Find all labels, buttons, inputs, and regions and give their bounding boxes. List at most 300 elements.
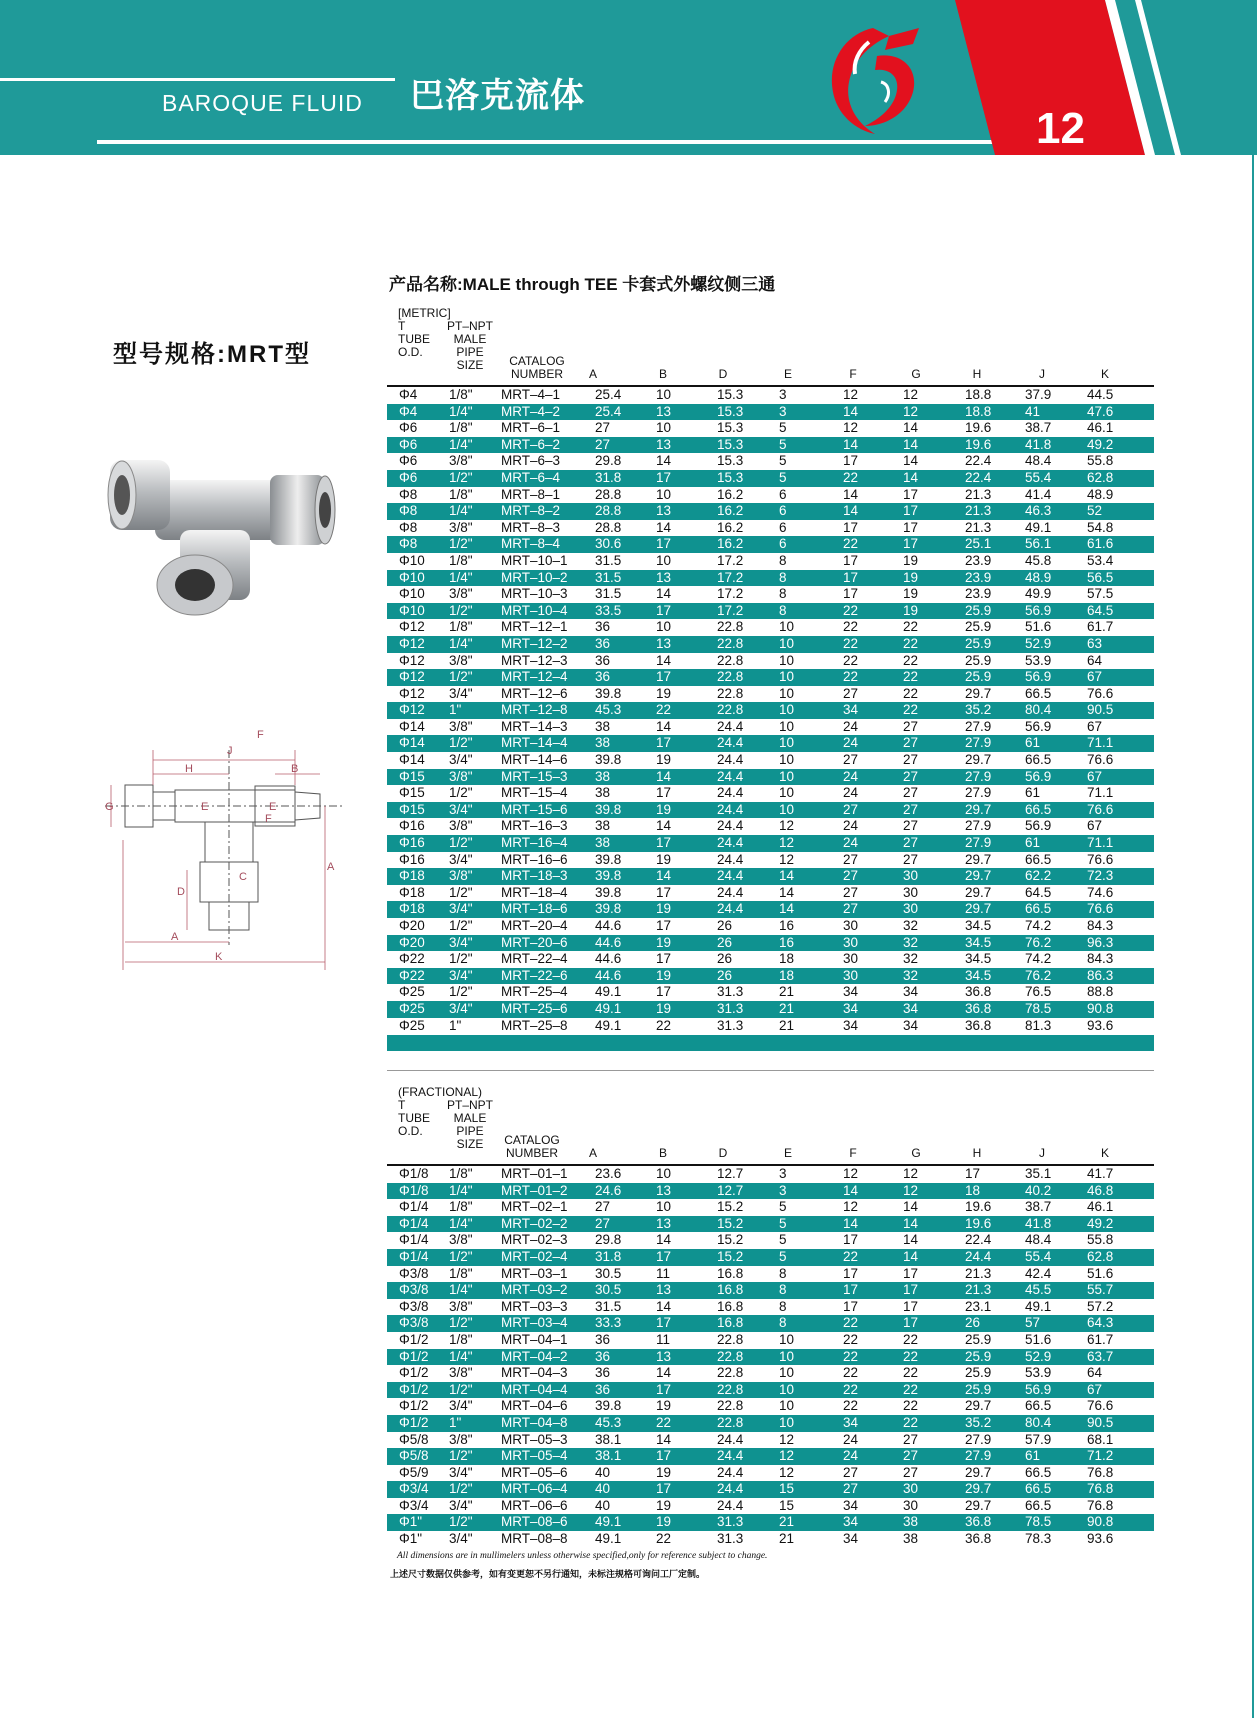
- cell-dim-d: 26: [717, 935, 779, 952]
- cell-dim-g: 14: [903, 420, 919, 436]
- fractional-table: [387, 1082, 1154, 1548]
- cell-dim-g: 27: [903, 835, 965, 852]
- cell-dim-g: 17: [903, 536, 965, 553]
- svg-text:H: H: [185, 763, 193, 775]
- cell-tube-od: Φ8: [399, 486, 418, 502]
- cell-dim-e: 8: [779, 586, 787, 602]
- cell-dim-d: 22.8: [717, 702, 779, 719]
- col-k-header: K: [1100, 1146, 1109, 1160]
- cell-dim-k: 76.6: [1087, 1398, 1114, 1414]
- table-row: [387, 935, 1154, 952]
- cell-dim-b: 14: [656, 818, 672, 834]
- cell-dim-e: 5: [779, 1232, 787, 1248]
- cell-pipe-size: 1/2": [449, 536, 501, 553]
- cell-tube-od: Φ5/8: [387, 1448, 449, 1465]
- cell-dim-h: 35.2: [965, 1415, 1025, 1432]
- cell-dim-k: 55.7: [1087, 1282, 1154, 1299]
- col-b-header: B: [658, 1146, 667, 1160]
- cell-dim-d: 15.2: [717, 1249, 779, 1266]
- cell-dim-a: 27: [595, 1199, 611, 1215]
- cell-dim-d: 24.4: [717, 785, 744, 801]
- cell-dim-b: 17: [656, 884, 672, 900]
- cell-dim-j: 66.5: [1025, 802, 1087, 819]
- cell-pipe-size: 1/2": [449, 785, 473, 801]
- cell-dim-j: 66.5: [1025, 851, 1052, 867]
- cell-dim-f: 17: [843, 453, 859, 469]
- cell-dim-k: 62.8: [1087, 470, 1154, 487]
- cell-catalog-number: MRT–04–2: [501, 1349, 595, 1366]
- cell-pipe-size: 3/4": [449, 752, 473, 768]
- cell-dim-d: 22.8: [717, 1398, 744, 1414]
- cell-pipe-size: 3/4": [449, 1001, 501, 1018]
- cell-dim-d: 24.4: [717, 769, 779, 786]
- metric-table: [387, 303, 1154, 1071]
- cell-catalog-number: MRT–20–4: [501, 918, 568, 933]
- cell-tube-od: Φ18: [399, 884, 425, 900]
- cell-dim-g: 12: [903, 1183, 965, 1200]
- cell-dim-b: 17: [656, 603, 717, 620]
- cell-tube-od: Φ3/4: [387, 1481, 449, 1498]
- cell-catalog-number: MRT–03–3: [501, 1298, 568, 1314]
- cell-pipe-size: 3/8": [449, 1365, 473, 1381]
- cell-dim-j: 35.1: [1025, 1166, 1052, 1181]
- cell-dim-f: 22: [843, 603, 903, 620]
- cell-catalog-number: MRT–8–3: [501, 519, 561, 535]
- cell-catalog-number: MRT–12–8: [501, 702, 595, 719]
- cell-dim-k: 90.8: [1087, 1514, 1154, 1531]
- cell-tube-od: Φ15: [399, 785, 425, 801]
- metric-header-stack: [398, 307, 451, 359]
- cell-dim-e: 5: [779, 437, 843, 454]
- cell-dim-e: 8: [779, 603, 843, 620]
- cell-dim-b: 19: [656, 851, 672, 867]
- col-size-label: SIZE: [456, 358, 484, 372]
- cell-dim-j: 66.5: [1025, 1481, 1087, 1498]
- cell-dim-j: 76.2: [1025, 968, 1087, 985]
- cell-dim-d: 22.8: [717, 619, 744, 635]
- cell-dim-k: 71.1: [1087, 785, 1114, 801]
- cell-dim-f: 22: [843, 636, 903, 653]
- cell-dim-e: 10: [779, 769, 843, 786]
- cell-dim-e: 12: [779, 1448, 843, 1465]
- cell-dim-g: 27: [903, 802, 965, 819]
- cell-dim-j: 53.9: [1025, 652, 1052, 668]
- cell-dim-f: 24: [843, 735, 903, 752]
- cell-dim-f: 30: [843, 918, 859, 933]
- cell-dim-g: 30: [903, 1481, 965, 1498]
- cell-dim-b: 14: [656, 1298, 672, 1314]
- cell-dim-k: 64: [1087, 652, 1103, 668]
- cell-catalog-number: MRT–04–1: [501, 1331, 568, 1347]
- cell-catalog-number: MRT–12–2: [501, 636, 595, 653]
- cell-dim-g: 27: [903, 818, 919, 834]
- cell-dim-k: 74.6: [1087, 884, 1114, 900]
- cell-dim-g: 32: [903, 918, 919, 933]
- col-catalog-label: CATALOG: [509, 354, 565, 368]
- fractional-table-header: [387, 1082, 1154, 1164]
- cell-dim-a: 44.6: [595, 918, 622, 933]
- col-j-header: J: [1039, 1146, 1045, 1160]
- cell-tube-od: Φ6: [399, 453, 418, 469]
- cell-catalog-number: MRT–08–8: [501, 1531, 568, 1547]
- table-row: [387, 404, 1154, 421]
- cell-dim-g: 22: [903, 669, 965, 686]
- cell-dim-f: 17: [843, 570, 903, 587]
- cell-pipe-size: 3/8": [449, 652, 473, 668]
- cell-dim-k: 56.5: [1087, 570, 1154, 587]
- cell-dim-g: 22: [903, 619, 919, 635]
- cell-dim-h: 36.8: [965, 1531, 992, 1547]
- cell-catalog-number: MRT–12–4: [501, 669, 595, 686]
- cell-dim-j: 56.9: [1025, 1382, 1087, 1399]
- cell-dim-j: 48.4: [1025, 453, 1052, 469]
- cell-catalog-number: MRT–25–6: [501, 1001, 595, 1018]
- cell-dim-h: 22.4: [965, 453, 992, 469]
- cell-pipe-size: 1/2": [449, 918, 473, 933]
- cell-dim-j: 56.1: [1025, 536, 1087, 553]
- cell-dim-e: 3: [779, 1183, 843, 1200]
- cell-dim-k: 64.5: [1087, 603, 1154, 620]
- cell-dim-d: 24.4: [717, 1497, 744, 1513]
- cell-dim-b: 10: [656, 619, 672, 635]
- cell-dim-a: 40: [595, 1481, 656, 1498]
- cell-dim-a: 39.8: [595, 802, 656, 819]
- col-a-header: A: [588, 1146, 597, 1160]
- cell-dim-j: 52.9: [1025, 636, 1087, 653]
- cell-dim-k: 84.3: [1087, 951, 1114, 967]
- cell-dim-e: 8: [779, 1298, 787, 1314]
- cell-tube-od: Φ12: [399, 685, 425, 701]
- cell-dim-e: 10: [779, 1331, 795, 1347]
- cell-tube-od: Φ6: [387, 470, 449, 487]
- col-catalog-header: [497, 355, 577, 381]
- cell-dim-d: 12.7: [717, 1166, 744, 1181]
- table-row: [387, 1465, 1154, 1482]
- cell-dim-f: 22: [843, 619, 859, 635]
- cell-dim-f: 14: [843, 503, 903, 520]
- cell-pipe-size: 1/2": [449, 735, 501, 752]
- cell-pipe-size: 1/2": [449, 1514, 501, 1531]
- cell-pipe-size: 1/4": [449, 1349, 501, 1366]
- table-row: [387, 1299, 1154, 1316]
- cell-dim-b: 17: [656, 669, 717, 686]
- table-row: [387, 968, 1154, 985]
- cell-dim-g: 22: [903, 1415, 965, 1432]
- cell-tube-od: Φ14: [399, 718, 425, 734]
- cell-dim-g: 17: [903, 1315, 965, 1332]
- cell-dim-b: 14: [656, 1232, 672, 1248]
- cell-dim-h: 27.9: [965, 735, 1025, 752]
- cell-catalog-number: MRT–14–6: [501, 752, 568, 768]
- cell-dim-j: 56.9: [1025, 669, 1087, 686]
- cell-dim-d: 22.8: [717, 636, 779, 653]
- cell-dim-h: 25.1: [965, 536, 1025, 553]
- table-row: [387, 686, 1154, 703]
- cell-dim-d: 24.4: [717, 835, 779, 852]
- cell-dim-d: 24.4: [717, 1448, 779, 1465]
- page-number: 12: [1036, 104, 1085, 153]
- cell-dim-b: 17: [656, 785, 672, 801]
- cell-dim-f: 22: [843, 536, 903, 553]
- cell-catalog-number: MRT–6–1: [501, 420, 561, 436]
- cell-dim-k: 76.8: [1087, 1481, 1154, 1498]
- table-row: [387, 1001, 1154, 1018]
- cell-dim-b: 17: [656, 918, 672, 933]
- cell-dim-f: 24: [843, 1431, 859, 1447]
- table-row: [387, 818, 1154, 835]
- cell-tube-od: Φ1/2: [399, 1398, 429, 1414]
- cell-tube-od: Φ3/8: [387, 1282, 449, 1299]
- cell-dim-a: 38: [595, 769, 656, 786]
- cell-dim-h: 25.9: [965, 652, 992, 668]
- cell-dim-a: 49.1: [595, 1514, 656, 1531]
- cell-catalog-number: MRT–15–3: [501, 769, 595, 786]
- cell-dim-j: 80.4: [1025, 702, 1087, 719]
- cell-dim-e: 5: [779, 453, 787, 469]
- cell-dim-j: 38.7: [1025, 420, 1052, 436]
- metric-table-body: [387, 387, 1154, 1034]
- cell-dim-d: 24.4: [717, 1464, 744, 1480]
- cell-dim-b: 14: [656, 453, 672, 469]
- cell-dim-k: 63: [1087, 636, 1154, 653]
- cell-pipe-size: 3/4": [449, 802, 501, 819]
- cell-dim-k: 76.6: [1087, 752, 1114, 768]
- cell-dim-a: 31.5: [595, 586, 622, 602]
- cell-dim-h: 18: [965, 1183, 1025, 1200]
- table-row: [387, 453, 1154, 470]
- cell-dim-b: 19: [656, 752, 672, 768]
- cell-pipe-size: 1/2": [449, 1249, 501, 1266]
- cell-pipe-size: 3/8": [449, 769, 501, 786]
- header-rule-top: [0, 78, 395, 81]
- cell-dim-k: 90.8: [1087, 1001, 1154, 1018]
- table-row: [387, 487, 1154, 504]
- cell-dim-h: 27.9: [965, 718, 992, 734]
- cell-dim-f: 22: [843, 470, 903, 487]
- cell-dim-f: 14: [843, 1183, 903, 1200]
- cell-dim-d: 16.8: [717, 1315, 779, 1332]
- cell-dim-j: 53.9: [1025, 1365, 1052, 1381]
- col-g-header: G: [911, 367, 921, 381]
- cell-dim-f: 12: [843, 1166, 859, 1181]
- cell-dim-j: 80.4: [1025, 1415, 1087, 1432]
- cell-dim-k: 61.7: [1087, 1331, 1114, 1347]
- cell-dim-a: 38: [595, 735, 656, 752]
- cell-dim-h: 35.2: [965, 702, 1025, 719]
- cell-dim-k: 46.1: [1087, 420, 1114, 436]
- cell-catalog-number: MRT–12–1: [501, 619, 568, 635]
- cell-tube-od: Φ8: [387, 536, 449, 553]
- cell-dim-b: 14: [656, 769, 717, 786]
- cell-dim-a: 38: [595, 718, 611, 734]
- cell-dim-h: 34.5: [965, 935, 1025, 952]
- table-row: [387, 1282, 1154, 1299]
- table-row: [387, 520, 1154, 537]
- cell-pipe-size: 1/4": [449, 404, 501, 421]
- cell-catalog-number: MRT–16–4: [501, 835, 595, 852]
- cell-dim-g: 34: [903, 1017, 919, 1033]
- cell-dim-e: 18: [779, 951, 795, 967]
- cell-pipe-size: 3/8": [449, 1232, 473, 1248]
- cell-dim-d: 15.3: [717, 404, 779, 421]
- cell-dim-k: 76.6: [1087, 851, 1114, 867]
- cell-dim-b: 13: [656, 437, 717, 454]
- cell-pipe-size: 3/4": [449, 935, 501, 952]
- cell-pipe-size: 1/2": [449, 1315, 501, 1332]
- cell-dim-a: 49.1: [595, 1531, 622, 1547]
- cell-dim-g: 12: [903, 404, 965, 421]
- cell-catalog-number: MRT–06–6: [501, 1497, 568, 1513]
- cell-dim-e: 21: [779, 1017, 795, 1033]
- cell-dim-g: 22: [903, 702, 965, 719]
- cell-dim-d: 22.8: [717, 652, 744, 668]
- cell-dim-h: 25.9: [965, 1349, 1025, 1366]
- cell-dim-j: 66.5: [1025, 1464, 1052, 1480]
- cell-dim-g: 22: [903, 636, 965, 653]
- cell-pipe-size: 1/2": [449, 1382, 501, 1399]
- cell-dim-d: 17.2: [717, 552, 744, 568]
- cell-dim-f: 30: [843, 968, 903, 985]
- cell-dim-a: 25.4: [595, 404, 656, 421]
- cell-pipe-size: 1": [449, 1415, 501, 1432]
- cell-dim-e: 5: [779, 1216, 843, 1233]
- cell-dim-k: 90.5: [1087, 702, 1154, 719]
- footnote-english: All dimensions are in mullimelers unless otherwise specified,only for reference subject to change.: [397, 1551, 768, 1561]
- cell-dim-h: 19.6: [965, 437, 1025, 454]
- table-row: [387, 586, 1154, 603]
- cell-dim-e: 18: [779, 968, 843, 985]
- cell-catalog-number: MRT–02–3: [501, 1232, 568, 1248]
- cell-dim-g: 19: [903, 603, 965, 620]
- cell-dim-j: 76.2: [1025, 935, 1087, 952]
- col-number-label: NUMBER: [510, 367, 563, 381]
- cell-dim-h: 21.3: [965, 1282, 1025, 1299]
- cell-dim-e: 10: [779, 752, 795, 768]
- cell-tube-od: Φ4: [399, 387, 418, 402]
- cell-dim-a: 39.8: [595, 901, 656, 918]
- cell-dim-d: 24.4: [717, 851, 744, 867]
- cell-dim-b: 17: [656, 1249, 717, 1266]
- cell-dim-e: 10: [779, 718, 795, 734]
- cell-tube-od: Φ1/8: [387, 1183, 449, 1200]
- table-row: [387, 918, 1154, 935]
- cell-dim-e: 10: [779, 1365, 795, 1381]
- cell-dim-f: 34: [843, 702, 903, 719]
- cell-dim-g: 30: [903, 868, 965, 885]
- cell-tube-od: Φ1/2: [387, 1349, 449, 1366]
- cell-dim-h: 29.7: [965, 851, 992, 867]
- header-banner: [0, 0, 1257, 155]
- fractional-pipe-stack: [447, 1099, 493, 1151]
- col-k-header: K: [1100, 367, 1109, 381]
- cell-dim-f: 27: [843, 851, 859, 867]
- table-row: [387, 470, 1154, 487]
- cell-dim-e: 3: [779, 1166, 787, 1181]
- cell-dim-b: 13: [656, 636, 717, 653]
- cell-dim-g: 14: [903, 1216, 965, 1233]
- cell-dim-g: 27: [903, 752, 919, 768]
- cell-dim-f: 22: [843, 669, 903, 686]
- cell-pipe-size: 3/4": [449, 1497, 473, 1513]
- cell-dim-d: 24.4: [717, 868, 779, 885]
- svg-text:G: G: [105, 801, 114, 813]
- cell-dim-b: 19: [656, 1001, 717, 1018]
- cell-dim-h: 27.9: [965, 785, 992, 801]
- cell-dim-b: 22: [656, 1017, 672, 1033]
- cell-dim-j: 81.3: [1025, 1017, 1052, 1033]
- cell-dim-j: 66.5: [1025, 1497, 1052, 1513]
- cell-dim-k: 76.6: [1087, 685, 1114, 701]
- cell-dim-b: 10: [656, 1199, 672, 1215]
- cell-dim-a: 44.6: [595, 951, 622, 967]
- cell-dim-k: 76.6: [1087, 802, 1154, 819]
- cell-dim-j: 66.5: [1025, 685, 1052, 701]
- table-row: [387, 636, 1154, 653]
- cell-dim-e: 12: [779, 1464, 795, 1480]
- cell-dim-f: 22: [843, 1398, 859, 1414]
- cell-tube-od: Φ15: [387, 802, 449, 819]
- cell-dim-j: 42.4: [1025, 1265, 1052, 1281]
- cell-pipe-size: 1/2": [449, 884, 473, 900]
- cell-dim-b: 13: [656, 1282, 717, 1299]
- cell-dim-e: 6: [779, 519, 787, 535]
- cell-dim-a: 36: [595, 669, 656, 686]
- cell-dim-f: 17: [843, 1232, 859, 1248]
- cell-dim-b: 17: [656, 984, 672, 1000]
- cell-dim-f: 17: [843, 1282, 903, 1299]
- cell-tube-od: Φ10: [387, 603, 449, 620]
- cell-dim-e: 10: [779, 802, 843, 819]
- cell-dim-a: 40: [595, 1464, 611, 1480]
- cell-pipe-size: 3/4": [449, 851, 473, 867]
- table-row: [387, 1498, 1154, 1515]
- cell-tube-od: Φ3/4: [399, 1497, 429, 1513]
- cell-dim-f: 24: [843, 769, 903, 786]
- cell-dim-d: 16.2: [717, 486, 744, 502]
- cell-dim-g: 32: [903, 951, 919, 967]
- cell-dim-f: 34: [843, 1514, 903, 1531]
- cell-dim-k: 93.6: [1087, 1531, 1114, 1547]
- cell-dim-h: 27.9: [965, 835, 1025, 852]
- cell-catalog-number: MRT–8–4: [501, 536, 595, 553]
- table-row: [387, 1398, 1154, 1415]
- cell-dim-b: 14: [656, 718, 672, 734]
- cell-dim-a: 30.5: [595, 1282, 656, 1299]
- cell-dim-b: 19: [656, 901, 717, 918]
- cell-dim-a: 33.3: [595, 1315, 656, 1332]
- table-row: [387, 503, 1154, 520]
- cell-tube-od: Φ20: [387, 935, 449, 952]
- cell-dim-g: 22: [903, 685, 919, 701]
- cell-dim-b: 10: [656, 387, 672, 402]
- cell-dim-e: 14: [779, 868, 843, 885]
- cell-dim-g: 22: [903, 652, 919, 668]
- cell-dim-f: 27: [843, 901, 903, 918]
- cell-dim-j: 52.9: [1025, 1349, 1087, 1366]
- cell-pipe-size: 3/4": [449, 685, 473, 701]
- cell-pipe-size: 1/2": [449, 669, 501, 686]
- table-row: [387, 984, 1154, 1001]
- product-title: 产品名称:MALE through TEE 卡套式外螺纹侧三通: [389, 275, 776, 294]
- cell-dim-e: 15: [779, 1497, 795, 1513]
- cell-dim-g: 19: [903, 570, 965, 587]
- cell-dim-e: 21: [779, 984, 795, 1000]
- cell-dim-j: 40.2: [1025, 1183, 1087, 1200]
- cell-dim-k: 52: [1087, 503, 1154, 520]
- cell-dim-a: 31.5: [595, 570, 656, 587]
- cell-tube-od: Φ1/2: [399, 1365, 429, 1381]
- cell-pipe-size: 1/2": [449, 603, 501, 620]
